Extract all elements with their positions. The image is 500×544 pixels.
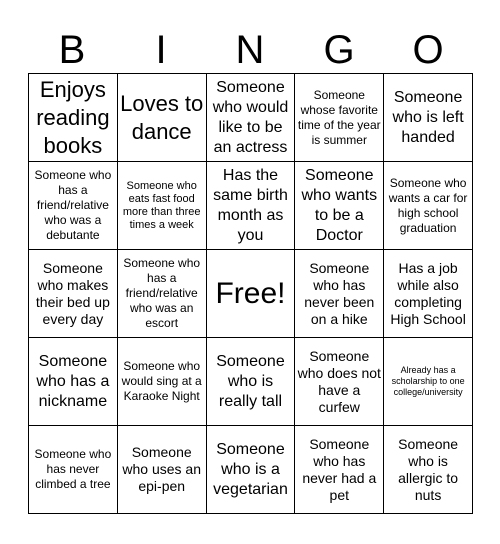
bingo-cell-free[interactable] [207,250,296,338]
cell-text: Someone who wants to be a Doctor [301,166,378,244]
cell-text: Someone who wants a car for high school graduation [388,175,468,235]
bingo-cell-r2c2[interactable] [118,162,207,250]
cell-text: Has the same birth month as you [213,166,288,244]
bingo-cell-r4c5[interactable] [384,338,473,426]
bingo-card-grid [28,73,473,514]
cell-text: Someone who eats fast food more than three times a week [122,179,201,231]
bingo-header [28,28,472,72]
bingo-cell-r5c5[interactable] [384,426,473,514]
bingo-cell-r2c1[interactable] [29,162,118,250]
cell-text: Someone who has a nickname [36,352,110,410]
cell-text: Someone who is really tall [216,352,285,410]
cell-text: Someone who makes their bed up every day [35,259,110,327]
cell-text: Someone who has a friend/relative who was an escort [123,256,201,330]
cell-text: Someone who has never had a pet [302,435,377,503]
header-letter-o: O [412,28,444,72]
bingo-cell-r5c2[interactable] [118,426,207,514]
cell-text: Someone who has never climbed a tree [34,447,112,491]
header-letter-n: N [235,28,265,72]
free-space-text: Free! [215,276,286,310]
cell-text: Already has a scholarship to one college/university [391,365,465,397]
bingo-cell-r5c3[interactable] [207,426,296,514]
bingo-cell-r1c3[interactable] [207,74,296,162]
bingo-cell-r4c4[interactable] [295,338,384,426]
bingo-cell-r1c1[interactable] [29,74,118,162]
header-letter-i: I [155,28,167,72]
cell-text: Someone whose favorite time of the year is summer [297,87,381,147]
cell-text: Enjoys reading books [36,76,110,158]
bingo-cell-r1c5[interactable] [384,74,473,162]
bingo-cell-r5c4[interactable] [295,426,384,514]
cell-text: Someone who does not have a curfew [297,347,381,415]
bingo-cell-r2c5[interactable] [384,162,473,250]
bingo-cell-r3c1[interactable] [29,250,118,338]
cell-text: Someone who is left handed [392,88,464,146]
bingo-cell-r2c4[interactable] [295,162,384,250]
bingo-cell-r3c2[interactable] [118,250,207,338]
cell-text: Someone who is a vegetarian [213,440,288,498]
bingo-cell-r3c5[interactable] [384,250,473,338]
header-letter-b: B [58,28,86,72]
bingo-cell-r2c3[interactable] [207,162,296,250]
bingo-cell-r4c1[interactable] [29,338,118,426]
cell-text: Someone who has a friend/relative who was a debutante [34,168,112,242]
cell-text: Someone who is allergic to nuts [398,435,459,503]
bingo-cell-r5c1[interactable] [29,426,118,514]
bingo-cell-r4c3[interactable] [207,338,296,426]
cell-text: Someone who would sing at a Karaoke Night [121,359,202,403]
bingo-cell-r4c2[interactable] [118,338,207,426]
cell-text: Loves to dance [120,90,204,144]
cell-text: Has a job while also completing High School [390,259,466,327]
cell-text: Someone who would like to be an actress [212,78,289,156]
bingo-cell-r1c4[interactable] [295,74,384,162]
bingo-cell-r1c2[interactable] [118,74,207,162]
bingo-cell-r3c4[interactable] [295,250,384,338]
cell-text: Someone who has never been on a hike [304,259,375,327]
header-letter-g: G [323,28,355,72]
cell-text: Someone who uses an epi-pen [122,444,201,494]
